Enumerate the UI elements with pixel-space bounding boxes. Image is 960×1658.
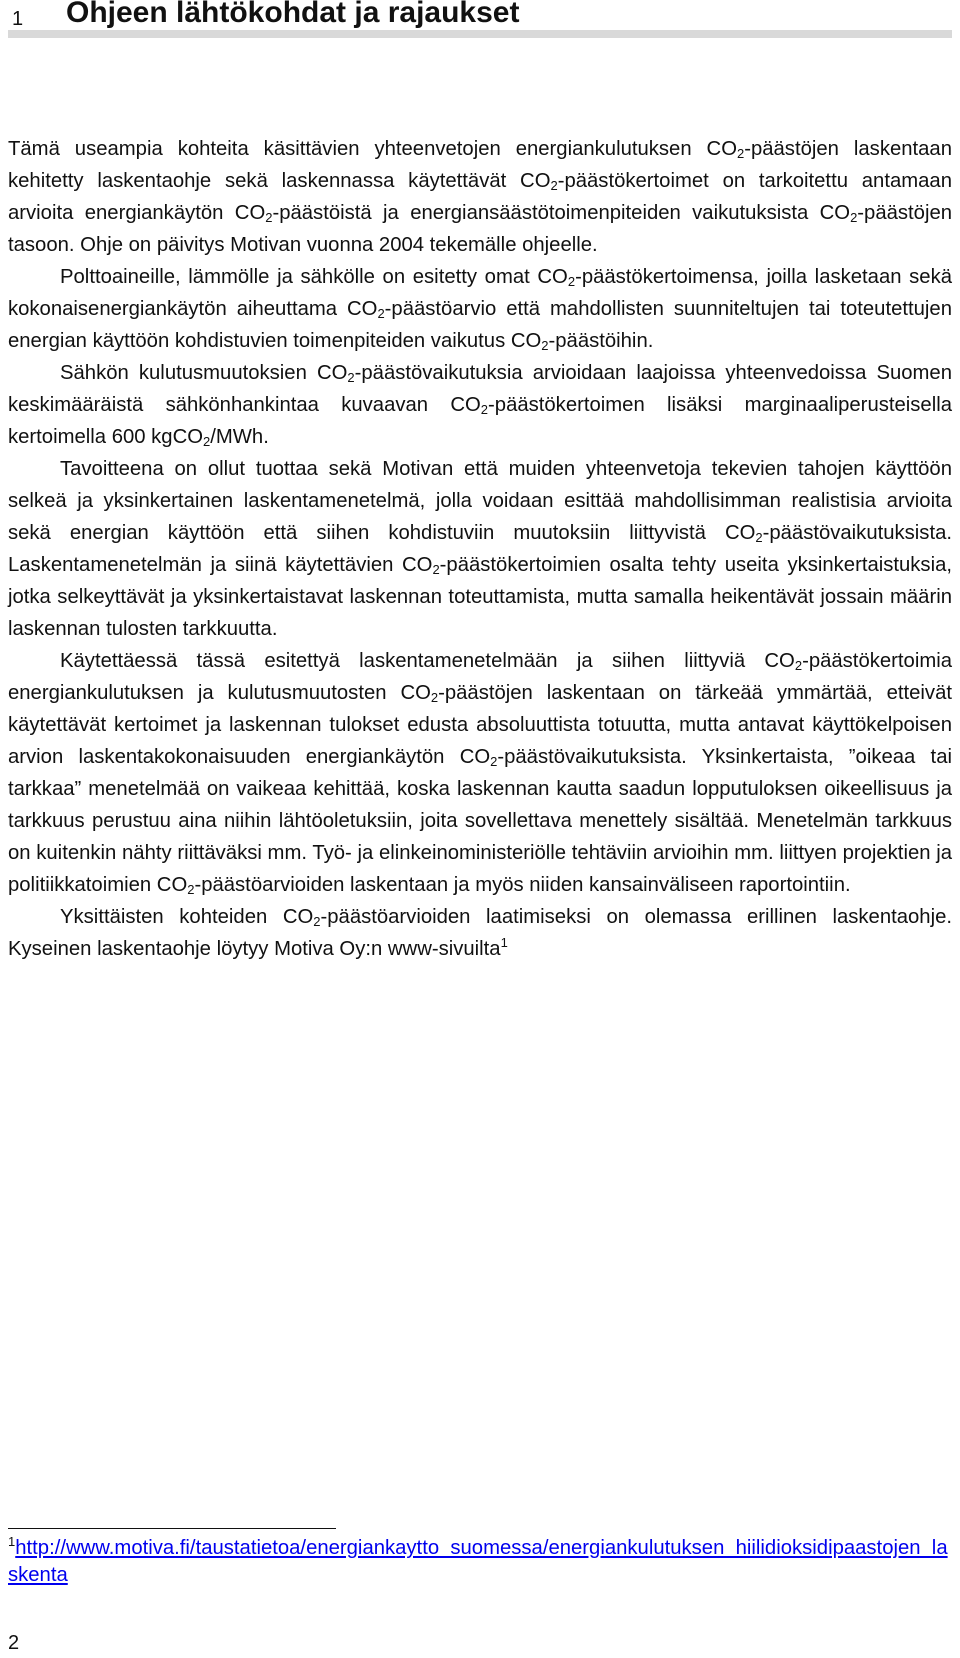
subscript: 2 bbox=[755, 530, 763, 545]
text-run: -päästöarvio että mahdollisten suunniteltujen tai toteutettujen energian käyttöön kohdistuvien toimenpiteiden vaikutus CO bbox=[8, 298, 952, 352]
subscript: 2 bbox=[432, 562, 440, 577]
paragraph-6 bbox=[8, 901, 952, 965]
subscript: 2 bbox=[265, 210, 273, 225]
subscript: 2 bbox=[430, 690, 439, 705]
text-run: -päästöjen tasoon. Ohje on päivitys Motivan vuonna 2004 tekemälle ohjeelle. bbox=[8, 202, 953, 256]
paragraph-3 bbox=[8, 357, 952, 453]
subscript: 2 bbox=[794, 658, 803, 673]
text-run: -päästökertoimet on tarkoitettu antamaan arvioita energiankäytön CO bbox=[8, 170, 952, 224]
text-run: -päästövaikutuksia arvioidaan laajoissa yhteenvedoissa Suomen keskimääräistä sähkönhankintaa kuvaavan CO bbox=[8, 362, 952, 416]
section-title: Ohjeen lähtökohdat ja rajaukset bbox=[66, 0, 520, 29]
text-run: -päästöjen laskentaan kehitetty laskentaohje sekä laskennassa käytettävät CO bbox=[8, 138, 952, 192]
section-number: 1 bbox=[12, 8, 24, 30]
subscript: 2 bbox=[377, 306, 385, 321]
text-run: -päästökertoimien osalta tehty useita yksinkertaistuksia, jotka selkeyttävät ja yksinkertaistavat laskennan toteuttamista, mutta samalla heikentävät jossain määrin laskennan tulosten tarkkuutta. bbox=[8, 554, 952, 640]
paragraph-2 bbox=[8, 261, 952, 357]
footnote bbox=[8, 1535, 952, 1589]
footnote-reference: 1 bbox=[500, 935, 508, 950]
text-run: Sähkön kulutusmuutoksien CO bbox=[60, 362, 348, 384]
paragraph-5 bbox=[8, 645, 952, 901]
text-run: -päästöihin. bbox=[548, 330, 654, 352]
body-text bbox=[8, 133, 952, 965]
text-run: -päästövaikutuksista. Yksinkertaista, ”oikeaa tai tarkkaa” menetelmää on vaikeaa kehittää, koska laskennan kautta saadun lopputuloksen oikeellisuus ja tarkkuus perustuu aina niihin lähtöoletuksiin, joita sovellettava menettely sisältää. Menetelmän tarkkuus on kuitenkin nähty riittäväksi mm. Työ- ja elinkeinoministeriölle tehtäviin arvioihin mm. liittyen projektien ja politiikkatoimien CO bbox=[8, 746, 952, 896]
page-number: 2 bbox=[8, 1632, 20, 1654]
subscript: 2 bbox=[567, 274, 576, 289]
text-run: -päästöistä ja energiansäästötoimenpiteiden vaikutuksista CO bbox=[272, 202, 851, 224]
section-heading bbox=[8, 0, 952, 38]
text-run: -päästökertoimia energiankulutuksen ja kulutusmuutosten CO bbox=[8, 650, 952, 704]
text-run: -päästövaikutuksista. Laskentamenetelmän ja siinä käytettävien CO bbox=[8, 522, 952, 576]
footnote-marker: 1 bbox=[8, 1534, 16, 1549]
subscript: 2 bbox=[203, 434, 211, 449]
paragraph-1 bbox=[8, 133, 952, 261]
subscript: 2 bbox=[736, 146, 745, 161]
text-run: -päästöarvioiden laskentaan ja myös niiden kansainväliseen raportointiin. bbox=[194, 874, 851, 896]
text-run: Yksittäisten kohteiden CO bbox=[60, 906, 314, 928]
subscript: 2 bbox=[850, 210, 858, 225]
text-run: Tavoitteena on ollut tuottaa sekä Motivan että muiden yhteenvetoja tekevien tahojen käyttöön selkeä ja yksinkertainen laskentamenetelmä, jolla voidaan esittää mahdollisimman realistisia arvioita sekä energian käyttöön että siihen kohdistuviin muutoksiin liittyvistä CO bbox=[8, 458, 952, 544]
subscript: 2 bbox=[550, 178, 558, 193]
text-run: Käytettäessä tässä esitettyä laskentamenetelmään ja siihen liittyviä CO bbox=[60, 650, 795, 672]
text-run: -päästökertoimensa, joilla lasketaan sekä kokonaisenergiankäytön aiheuttama CO bbox=[8, 266, 952, 320]
subscript: 2 bbox=[313, 914, 321, 929]
text-run: -päästöarvioiden laatimiseksi on olemassa erillinen laskentaohje. Kyseinen laskentaohje löytyy Motiva Oy:n www-sivuilta bbox=[8, 906, 952, 960]
subscript: 2 bbox=[347, 370, 355, 385]
footnote-separator bbox=[8, 1528, 336, 1529]
text-run: Polttoaineille, lämmölle ja sähkölle on esitetty omat CO bbox=[60, 266, 568, 288]
subscript: 2 bbox=[187, 882, 195, 897]
text-run: -päästöjen laskentaan on tärkeää ymmärtää, etteivät käytettävät kertoimet ja laskennan tulokset edusta absoluuttista totuutta, mutta antavat käyttökelpoisen arvion laskentakokonaisuuden energiankäytön CO bbox=[8, 682, 952, 768]
subscript: 2 bbox=[480, 402, 489, 417]
text-run: Tämä useampia kohteita käsittävien yhteenvetojen energiankulutuksen CO bbox=[8, 138, 737, 160]
text-run: /MWh. bbox=[210, 426, 269, 448]
text-run: -päästökertoimen lisäksi marginaaliperusteisella kertoimella 600 kgCO bbox=[8, 394, 952, 448]
subscript: 2 bbox=[541, 338, 549, 353]
footnote-link[interactable]: http://www.motiva.fi/taustatietoa/energiankaytto_suomessa/energiankulutuksen_hiilidioksidipaastojen_laskenta bbox=[8, 1537, 948, 1586]
subscript: 2 bbox=[490, 754, 498, 769]
paragraph-4 bbox=[8, 453, 952, 645]
